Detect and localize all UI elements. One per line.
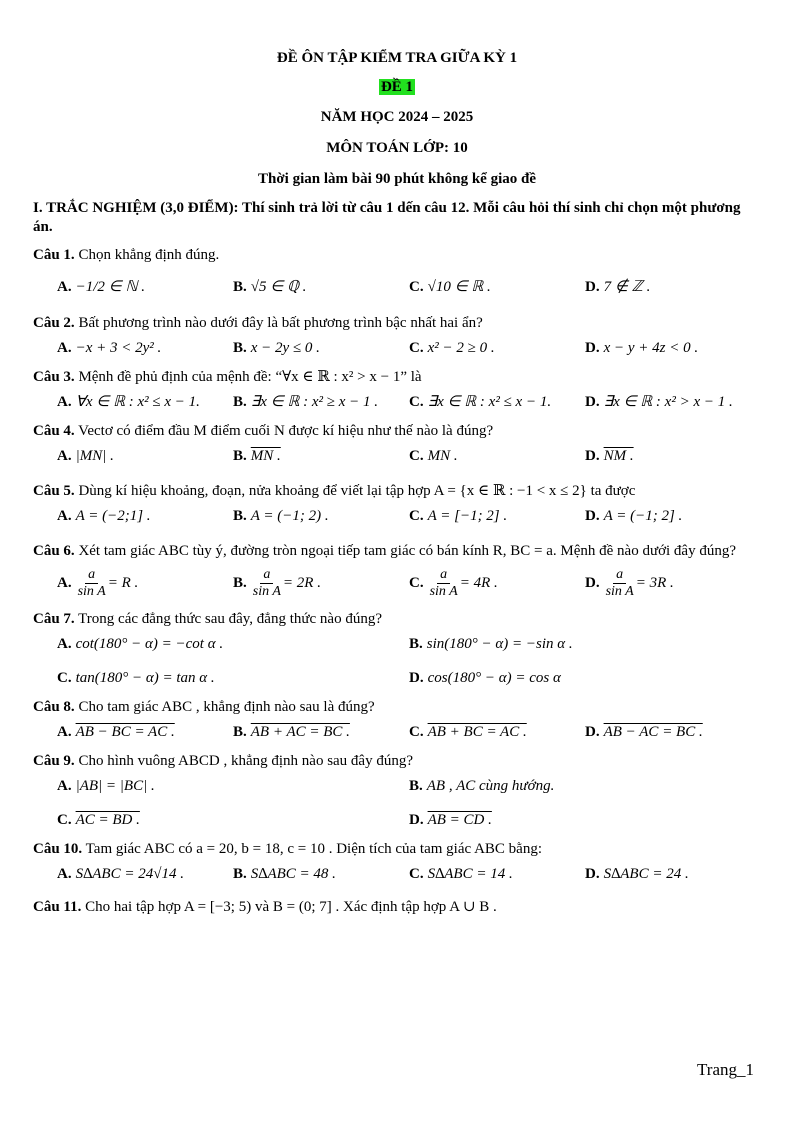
option-b: B. S∆ABC = 48 . [233,866,336,882]
question-5-options [57,505,761,527]
question-4: Câu 4. Vectơ có điểm đầu M điểm cuối N được kí hiệu như thế nào là đúng? [33,423,494,439]
option-d: D. 7 ∉ ℤ . [585,279,651,295]
question-6-options [57,565,761,601]
option-d: D. AB − AC = BC . [585,724,703,740]
option-b: B. √5 ∈ ℚ . [233,279,307,295]
question-3-options [57,391,761,413]
question-7: Câu 7. Trong các đẳng thức sau đây, đẳng thức nào đúng? [33,611,382,627]
exam-code: ĐỀ 1 [380,79,414,95]
option-b: B. ∃x ∈ ℝ : x² ≥ x − 1 . [233,394,379,410]
question-5: Câu 5. Dùng kí hiệu khoảng, đoạn, nửa khoảng để viết lại tập hợp A = {x ∈ ℝ : −1 < x ≤ 2} ta được [33,483,636,499]
option-b: B. A = (−1; 2) . [233,508,329,524]
option-b: B. x − 2y ≤ 0 . [233,340,320,356]
option-b: B. $\frac{a}{\text{sin A}}$ = 2R . [233,567,321,600]
question-9: Câu 9. Cho hình vuông ABCD , khẳng định nào sau đây đúng? [33,753,414,769]
fraction: $\frac{a}{\text{sin A}}$ [252,567,281,600]
option-d: D. $\frac{a}{\text{sin A}}$ = 3R . [585,567,674,600]
option-a: A. −1/2 ∈ ℕ . [57,279,145,295]
school-year: NĂM HỌC 2024 – 2025 [320,109,474,125]
exam-code-row [33,77,761,97]
option-d: D. x − y + 4z < 0 . [585,340,699,356]
option-c: C. MN . [409,448,458,464]
option-c: C. S∆ABC = 14 . [409,866,513,882]
option-c: C. x² − 2 ≥ 0 . [409,340,495,356]
option-c: C. $\frac{a}{\text{sin A}}$ = 4R . [409,567,498,600]
option-c: C. √10 ∈ ℝ . [409,279,491,295]
option-d: D. ∃x ∈ ℝ : x² > x − 1 . [585,394,733,410]
question-10-options [57,863,761,885]
question-10: Câu 10. Tam giác ABC có a = 20, b = 18, c = 10 . Diện tích của tam giác ABC bằng: [33,841,542,857]
option-c: C. tan(180° − α) = tan α . [57,670,215,686]
question-6: Câu 6. Xét tam giác ABC tùy ý, đường tròn ngoại tiếp tam giác có bán kính R, BC = a. Mệnh đề nào dưới đây đúng? [33,543,736,559]
option-a: A. ∀x ∈ ℝ : x² ≤ x − 1. [57,394,200,410]
question-8: Câu 8. Cho tam giác ABC , khẳng định nào sau là đúng? [33,699,375,715]
option-a: A. $\frac{a}{\text{sin A}}$ = R . [57,567,139,600]
option-d: D. S∆ABC = 24 . [585,866,689,882]
time-limit: Thời gian làm bài 90 phút không kể giao đề [258,171,536,187]
subject: MÔN TOÁN LỚP: 10 [326,140,468,156]
question-1-options [57,269,761,305]
option-b: B. MN . [233,448,281,464]
option-a: A. cot(180° − α) = −cot α . [57,636,224,652]
option-b: B. AB + AC = BC . [233,724,350,740]
option-b: B. AB , AC cùng hướng. [409,778,555,794]
option-c: C. AC = BD . [57,812,140,828]
question-3: Câu 3. Mệnh đề phủ định của mệnh đề: “∀x ∈ ℝ : x² > x − 1” là [33,369,422,385]
option-a: A. −x + 3 < 2y² . [57,340,162,356]
question-2-options [57,337,761,359]
exam-title: ĐỀ ÔN TẬP KIỂM TRA GIỮA KỲ 1 [276,50,518,66]
question-4-options [57,445,761,467]
fraction: $\frac{a}{\text{sin A}}$ [605,567,634,600]
section-heading: I. TRẮC NGHIỆM (3,0 ĐIỂM): Thí sinh trả lời từ câu 1 dến câu 12. Mỗi câu hỏi thí sinh chỉ chọn một phương án. [33,200,741,235]
option-d: D. cos(180° − α) = cos α [409,670,561,686]
question-1: Câu 1. Chọn khẳng định đúng. [33,247,220,263]
option-d: D. NM . [585,448,634,464]
question-8-options [57,721,761,743]
option-c: C. A = [−1; 2] . [409,508,508,524]
option-a: A. |MN| . [57,448,114,464]
fraction: $\frac{a}{\text{sin A}}$ [429,567,458,600]
question-7-options [57,633,761,689]
question-9-options [57,775,761,831]
fraction: $\frac{a}{\text{sin A}}$ [77,567,106,600]
option-a: A. S∆ABC = 24√14 . [57,866,184,882]
page-number: Trang_1 [697,1060,754,1079]
option-a: A. AB − BC = AC . [57,724,175,740]
option-d: D. A = (−1; 2] . [585,508,683,524]
option-c: C. ∃x ∈ ℝ : x² ≤ x − 1. [409,394,552,410]
option-d: D. AB = CD . [409,812,492,828]
exam-page [33,44,761,917]
option-a: A. |AB| = |BC| . [57,778,155,794]
option-c: C. AB + BC = AC . [409,724,527,740]
option-b: B. sin(180° − α) = −sin α . [409,636,573,652]
option-a: A. A = (−2;1] . [57,508,151,524]
question-11: Câu 11. Cho hai tập hợp A = [−3; 5) và B = (0; 7] . Xác định tập hợp A ∪ B . [33,899,497,915]
question-2: Câu 2. Bất phương trình nào dưới đây là bất phương trình bậc nhất hai ẩn? [33,315,483,331]
